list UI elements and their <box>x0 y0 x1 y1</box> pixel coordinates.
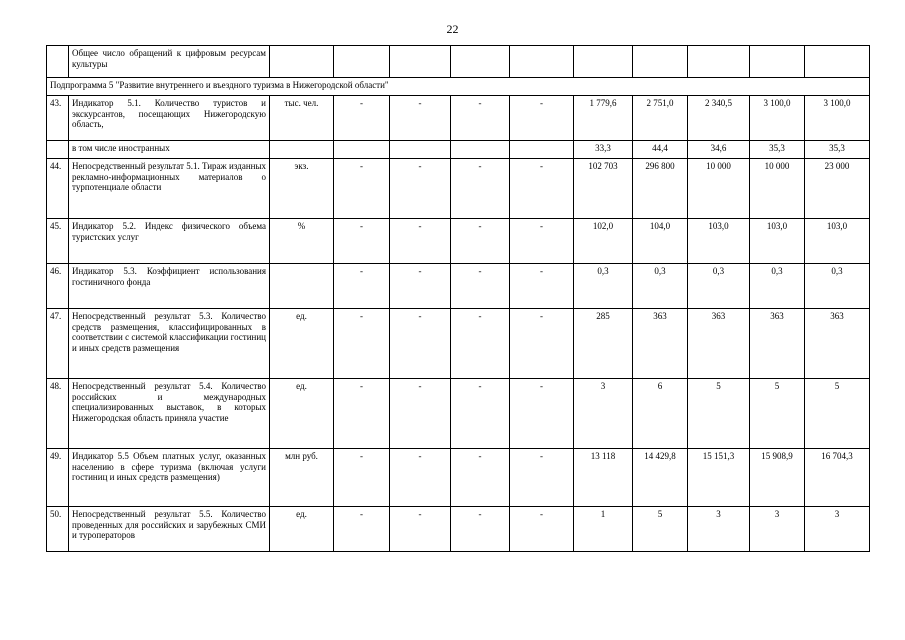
row-value <box>334 141 390 159</box>
table-row <box>47 141 870 159</box>
row-value: - <box>334 96 390 141</box>
row-value: 3 <box>574 379 633 449</box>
row-description: Индикатор 5.1. Количество туристов и экскурсантов, посещающих Нижегородскую область, <box>69 96 270 141</box>
row-value: 34,6 <box>688 141 750 159</box>
row-unit: ед. <box>270 379 334 449</box>
row-value: - <box>510 264 574 309</box>
row-value: - <box>510 219 574 264</box>
row-value: - <box>510 96 574 141</box>
row-value: - <box>510 507 574 552</box>
row-value: 15 908,9 <box>750 449 805 507</box>
row-value: - <box>334 507 390 552</box>
row-value: - <box>390 309 451 379</box>
row-number: 44. <box>47 159 69 219</box>
row-value: 104,0 <box>633 219 688 264</box>
row-value: 0,3 <box>633 264 688 309</box>
row-value: 5 <box>805 379 870 449</box>
row-value: 5 <box>750 379 805 449</box>
data-rows <box>47 96 870 552</box>
row-number: 50. <box>47 507 69 552</box>
page-number: 22 <box>446 22 459 36</box>
row-value: 13 118 <box>574 449 633 507</box>
row-value <box>390 141 451 159</box>
row-value: - <box>334 159 390 219</box>
row-value: 363 <box>688 309 750 379</box>
row-value: 285 <box>574 309 633 379</box>
row-value: 103,0 <box>750 219 805 264</box>
table-row <box>47 219 870 264</box>
row-value: - <box>510 309 574 379</box>
row-value: 363 <box>805 309 870 379</box>
row-description: Непосредственный результат 5.5. Количество проведенных для российских и зарубежных СМИ и туроператоров <box>69 507 270 552</box>
row-value: - <box>510 159 574 219</box>
row-value: - <box>334 219 390 264</box>
row-value: - <box>390 219 451 264</box>
row-description: Индикатор 5.5 Объем платных услуг, оказанных населению в сфере туризма (включая услуги гостиниц и иных средств размещения) <box>69 449 270 507</box>
row-value: 5 <box>633 507 688 552</box>
row-value: 5 <box>688 379 750 449</box>
row-unit <box>270 264 334 309</box>
row-value: 0,3 <box>805 264 870 309</box>
row-value: 3 <box>805 507 870 552</box>
row-unit: экз. <box>270 159 334 219</box>
table-row <box>47 507 870 552</box>
indicators-table <box>46 45 870 552</box>
row-value: - <box>451 507 510 552</box>
row-value: - <box>390 379 451 449</box>
row-unit: тыс. чел. <box>270 96 334 141</box>
row-value: - <box>390 96 451 141</box>
row-value: 363 <box>750 309 805 379</box>
row-value: - <box>334 264 390 309</box>
row-value: 44,4 <box>633 141 688 159</box>
table-row <box>47 379 870 449</box>
row-value: - <box>451 379 510 449</box>
row-value: - <box>510 449 574 507</box>
row-value: 10 000 <box>688 159 750 219</box>
row-value <box>451 141 510 159</box>
row-value: - <box>334 449 390 507</box>
row-value: - <box>390 449 451 507</box>
table-row <box>47 46 870 78</box>
row-value: 15 151,3 <box>688 449 750 507</box>
row-value: 35,3 <box>805 141 870 159</box>
row-number <box>47 141 69 159</box>
row-value: 0,3 <box>750 264 805 309</box>
row-value: - <box>451 449 510 507</box>
row-description: Общее число обращений к цифровым ресурсам культуры <box>69 46 270 78</box>
row-value: - <box>390 507 451 552</box>
row-description: Индикатор 5.3. Коэффициент использования гостиничного фонда <box>69 264 270 309</box>
row-value: 3 <box>688 507 750 552</box>
row-value: - <box>390 264 451 309</box>
row-value: - <box>451 159 510 219</box>
row-value: 103,0 <box>688 219 750 264</box>
row-value: 23 000 <box>805 159 870 219</box>
row-value <box>510 141 574 159</box>
row-number: 46. <box>47 264 69 309</box>
row-value: 0,3 <box>688 264 750 309</box>
row-value: 1 <box>574 507 633 552</box>
row-unit: ед. <box>270 309 334 379</box>
row-value: - <box>510 379 574 449</box>
row-value: 6 <box>633 379 688 449</box>
row-value: 3 <box>750 507 805 552</box>
row-value: 33,3 <box>574 141 633 159</box>
row-value: - <box>451 309 510 379</box>
row-value: 3 100,0 <box>750 96 805 141</box>
row-description: Непосредственный результат 5.1. Тираж изданных рекламно-информационных материалов о турпотенциале области <box>69 159 270 219</box>
row-description: Индикатор 5.2. Индекс физического объема туристских услуг <box>69 219 270 264</box>
subprogram-row <box>47 78 870 96</box>
table-row <box>47 264 870 309</box>
row-number: 43. <box>47 96 69 141</box>
row-unit <box>270 141 334 159</box>
row-value: 363 <box>633 309 688 379</box>
row-value: 2 751,0 <box>633 96 688 141</box>
row-value: 14 429,8 <box>633 449 688 507</box>
row-number: 49. <box>47 449 69 507</box>
row-value: 102,0 <box>574 219 633 264</box>
row-description: Непосредственный результат 5.3. Количество средств размещения, классифицированных в соответствии с системой классификации гостиниц и иных средств размещения <box>69 309 270 379</box>
row-description: Непосредственный результат 5.4. Количество российских и международных специализированных выставок, в которых Нижегородская область приняла участие <box>69 379 270 449</box>
row-value: 103,0 <box>805 219 870 264</box>
row-value: 0,3 <box>574 264 633 309</box>
subprogram-title: Подпрограмма 5 "Развитие внутреннего и въездного туризма в Нижегородской области" <box>47 78 870 96</box>
row-value: 102 703 <box>574 159 633 219</box>
row-value: - <box>451 96 510 141</box>
table-row <box>47 159 870 219</box>
row-value: 1 779,6 <box>574 96 633 141</box>
row-value: 2 340,5 <box>688 96 750 141</box>
row-value: 296 800 <box>633 159 688 219</box>
row-number <box>47 46 69 78</box>
row-value: 16 704,3 <box>805 449 870 507</box>
row-unit: % <box>270 219 334 264</box>
row-number: 45. <box>47 219 69 264</box>
row-number: 47. <box>47 309 69 379</box>
row-value: 3 100,0 <box>805 96 870 141</box>
table-row <box>47 309 870 379</box>
row-value: 35,3 <box>750 141 805 159</box>
table-row <box>47 449 870 507</box>
table-row <box>47 96 870 141</box>
row-value: - <box>451 219 510 264</box>
row-unit: ед. <box>270 507 334 552</box>
row-unit: млн руб. <box>270 449 334 507</box>
row-value: - <box>334 379 390 449</box>
row-value: 10 000 <box>750 159 805 219</box>
row-value: - <box>451 264 510 309</box>
row-value: - <box>334 309 390 379</box>
row-number: 48. <box>47 379 69 449</box>
row-description: в том числе иностранных <box>69 141 270 159</box>
row-value: - <box>390 159 451 219</box>
